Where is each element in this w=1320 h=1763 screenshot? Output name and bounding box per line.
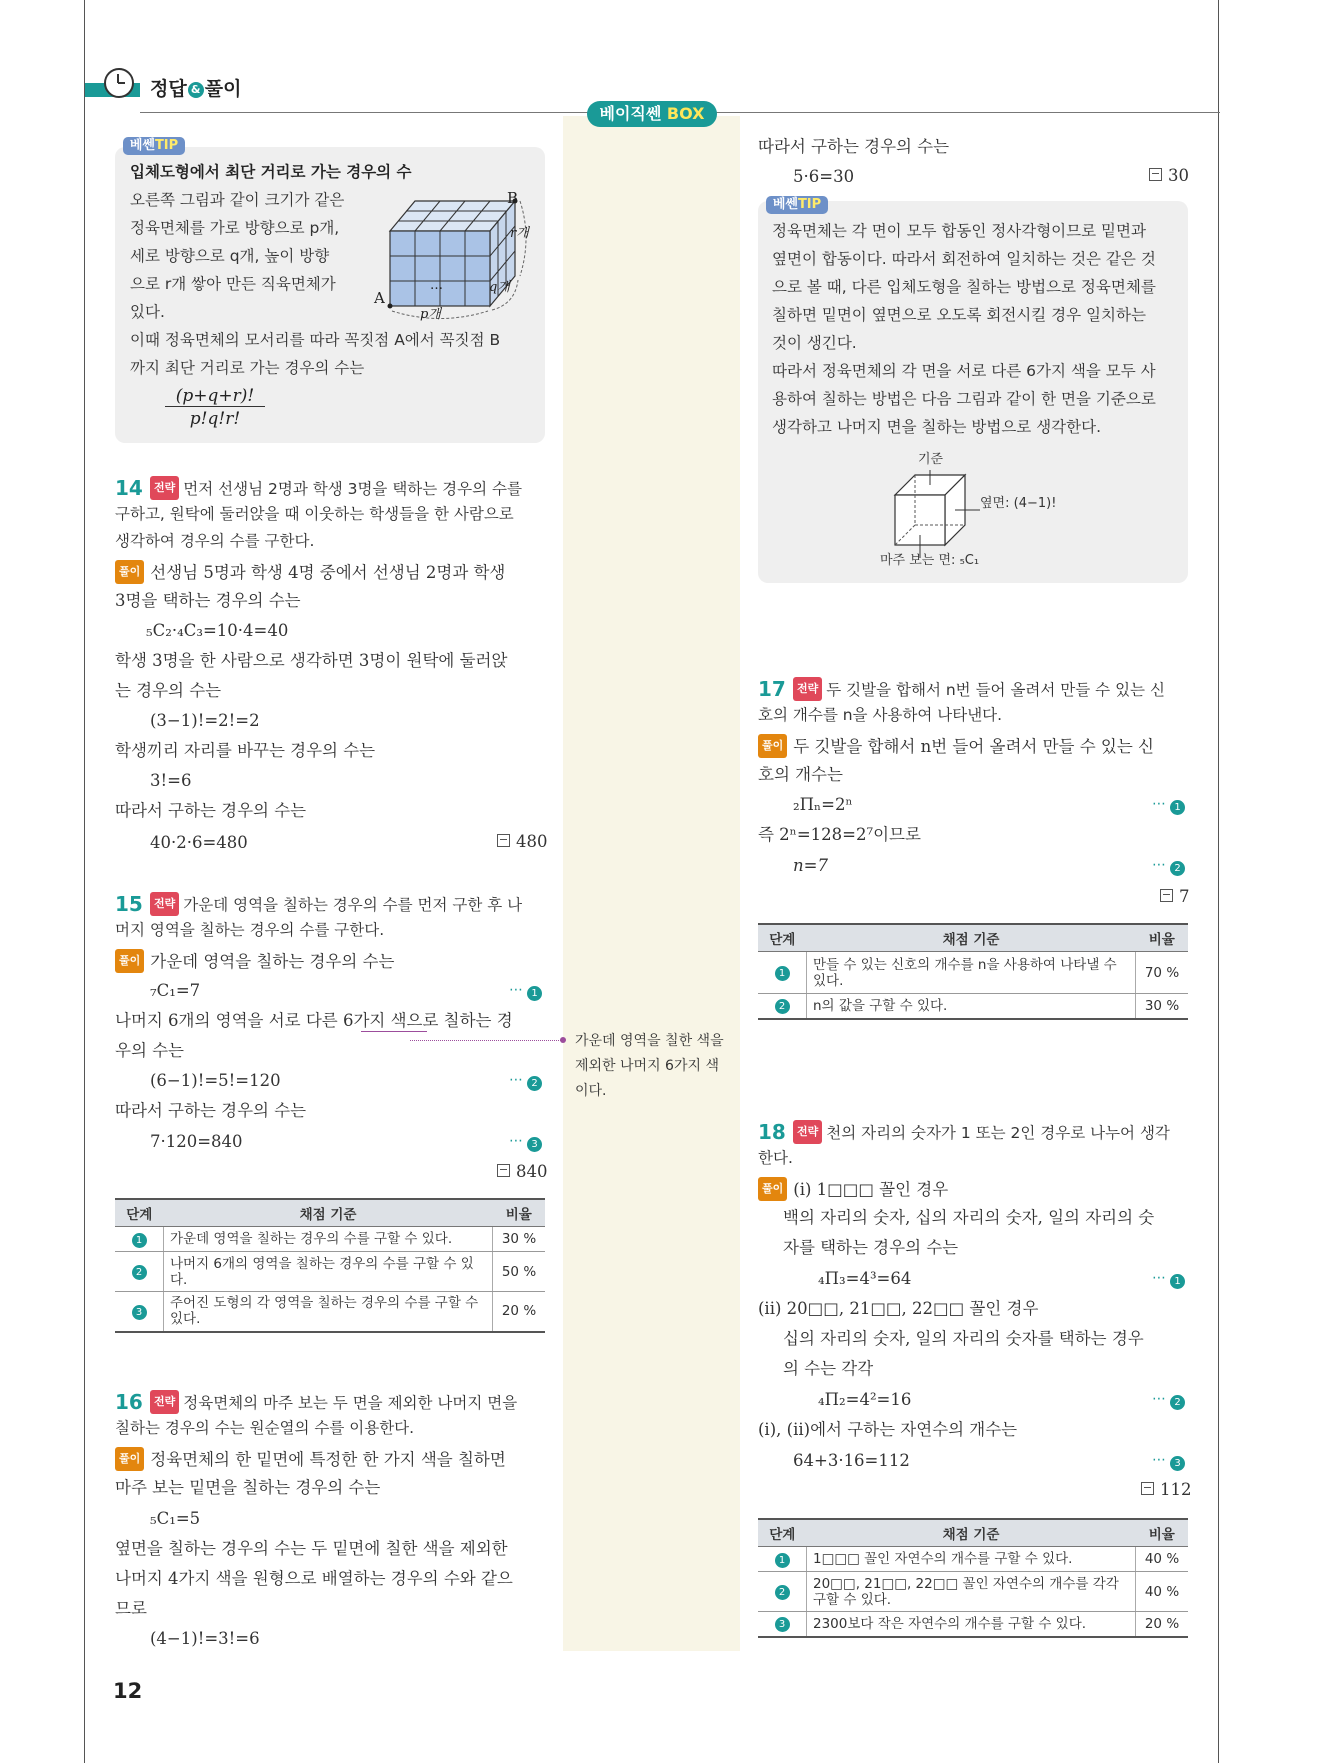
step-number: 2 [775,1585,790,1600]
table-row [758,1572,1188,1612]
solution-line: 나머지 6개의 영역을 서로 다른 6가지 색으로 칠하는 경 [115,1011,513,1030]
math-line: (6−1)!=5!=120 [150,1071,281,1090]
tip-line: 생각하고 나머지 면을 칠하는 방법으로 생각한다. [772,418,1102,436]
cube-label-side: 옆면: (4−1)! [980,496,1057,511]
strategy-text: 두 깃발을 합해서 n번 들어 올려서 만들 수 있는 신 [826,681,1165,699]
table-row [758,1547,1188,1572]
basic-box-column [563,116,740,1651]
criterion: 만들 수 있는 신호의 개수를 n을 사용하여 나타낼 수 있다. [807,952,1136,994]
strategy-line [789,677,1165,701]
solution-line: (ii) 20□□, 21□□, 22□□ 꼴인 경우 [758,1299,1039,1318]
answer-icon [1160,889,1173,902]
tip-label [766,196,828,214]
step-dots: ⋯ [509,1133,523,1149]
problem-number: 14 [115,476,143,500]
solution-line: 의 수는 각각 [783,1359,874,1378]
answer-value: 480 [516,832,548,851]
math-line: ₇C₁=7 [150,981,201,1000]
math-line: ₅C₂·₄C₃=10·4=40 [146,621,289,640]
criterion: 2300보다 작은 자연수의 개수를 구할 수 있다. [807,1612,1136,1637]
grading-table [115,1198,545,1333]
step-marker [1152,857,1185,876]
fig-label-q: q개 [489,280,510,295]
solution-line: 마주 보는 밑면을 칠하는 경우의 수는 [115,1478,381,1497]
solution-line [115,949,394,973]
table-header: 비율 [493,1199,546,1227]
solution-text: 정육면체의 한 밑면에 특정한 한 가지 색을 칠하면 [150,1450,506,1469]
strategy-line: 구하고, 원탁에 둘러앉을 때 이웃하는 학생들을 한 사람으로 [115,505,514,523]
step-number: 1 [1170,800,1185,815]
answer [1141,1480,1192,1499]
solution-text: (i) 1□□□ 꼴인 경우 [793,1180,949,1199]
fig-label-dots: … [430,278,443,293]
step-marker [1152,796,1185,815]
step-number: 2 [1170,861,1185,876]
math-line: n=7 [793,856,828,875]
answer-icon [497,834,510,847]
solution-line: 학생 3명을 한 사람으로 생각하면 3명이 원탁에 둘러앉 [115,651,508,670]
tip-label [123,137,185,155]
step-marker [509,1072,542,1091]
solution-line [115,560,505,584]
margin-note-line: 이다. [575,1083,607,1099]
math-line: 5·6=30 [793,167,855,186]
strategy-badge: 전략 [150,476,179,500]
problem-number: 15 [115,892,143,916]
math-line: ₄Π₃=4³=64 [818,1269,912,1288]
solution-line: 따라서 구하는 경우의 수는 [758,137,950,156]
solution-line: 따라서 구하는 경우의 수는 [115,801,307,820]
cube-label-bottom: 마주 보는 면: ₅C₁ [880,553,980,568]
strategy-text: 먼저 선생님 2명과 학생 3명을 택하는 경우의 수를 [183,480,522,498]
header-title-amp: & [188,82,204,98]
strategy-text: 천의 자리의 숫자가 1 또는 2인 경우로 나누어 생각 [826,1124,1170,1142]
ratio: 50 % [493,1252,546,1292]
step-number: 2 [775,999,790,1014]
fig-label-b: B [507,189,519,207]
solution-line: (i), (ii)에서 구하는 자연수의 개수는 [758,1420,1018,1439]
criterion: n의 값을 구할 수 있다. [807,994,1136,1019]
fig-label-a: A [374,289,385,307]
table-header: 비율 [1136,1519,1189,1547]
tip-line: 옆면이 합동이다. 따라서 회전하여 일치하는 것은 같은 것 [772,250,1156,268]
answer-value: 112 [1160,1480,1192,1499]
math-line: ₂Πₙ=2ⁿ [793,795,853,814]
tip-line: 정육면체를 가로 방향으로 p개, [130,219,340,237]
tip-line: 칠하면 밑면이 옆면으로 오도록 회전시킬 경우 일치하는 [772,306,1146,324]
step-number: 3 [132,1305,147,1320]
strategy-line [146,476,522,500]
annotation-leader [410,1040,563,1041]
left-page-border [84,0,85,1763]
problem-number: 18 [758,1120,786,1144]
problem-number: 16 [115,1390,143,1414]
criterion: 나머지 6개의 영역을 칠하는 경우의 수를 구할 수 있다. [164,1252,493,1292]
page-number: 12 [113,1679,143,1703]
margin-note-line: 제외한 나머지 6가지 색 [575,1058,719,1074]
box-tag-a: 베이직쎈 [599,104,662,123]
criterion: 가운데 영역을 칠하는 경우의 수를 구할 수 있다. [164,1227,493,1252]
solution-line: 즉 2ⁿ=128=2⁷이므로 [758,825,921,844]
tip-label-a: 베쎈 [129,138,155,153]
table-header: 단계 [758,1519,807,1547]
math-line: (3−1)!=2!=2 [150,711,260,730]
solution-line: 므로 [115,1599,147,1618]
ratio: 20 % [1136,1612,1189,1637]
table-header: 단계 [758,924,807,952]
solution-line: 는 경우의 수는 [115,681,222,700]
step-number: 1 [132,1233,147,1248]
basic-box-tag [587,101,717,127]
annotation-underline [361,1031,427,1032]
step-dots: ⋯ [1152,796,1166,812]
math-line: 40·2·6=480 [150,833,248,852]
strategy-line: 생각하여 경우의 수를 구한다. [115,532,315,550]
step-number: 1 [775,1553,790,1568]
margin-note-dot [560,1037,566,1043]
math-line: (4−1)!=3!=6 [150,1629,260,1648]
page-header-title [150,74,241,101]
cube-label-top: 기준 [918,452,944,467]
answer-value: 30 [1168,166,1189,185]
ratio: 20 % [493,1292,546,1332]
strategy-line: 한다. [758,1149,793,1167]
solution-line: 십의 자리의 숫자, 일의 자리의 숫자를 택하는 경우 [783,1329,1144,1348]
margin-note-line: 가운데 영역을 칠한 색을 [575,1033,724,1049]
step-marker [1152,1270,1185,1289]
step-marker [1152,1452,1185,1471]
table-row [758,994,1188,1019]
math-line: ₄Π₂=4²=16 [818,1390,912,1409]
ratio: 30 % [1136,994,1189,1019]
ratio: 30 % [493,1227,546,1252]
right-page-border [1218,0,1219,1763]
tip-line: 따라서 정육면체의 각 면을 서로 다른 6가지 색을 모두 사 [772,362,1156,380]
answer [1160,887,1190,906]
cube-figure [885,470,1005,560]
step-dots: ⋯ [1152,857,1166,873]
alarm-clock-icon [104,68,134,98]
tip-line: 정육면체는 각 면이 모두 합동인 정사각형이므로 밑면과 [772,222,1146,240]
solution-badge: 풀이 [115,560,144,584]
tip-line: 것이 생긴다. [772,334,857,352]
tip-label-b: TIP [154,138,179,153]
solution-line: 따라서 구하는 경우의 수는 [115,1101,307,1120]
step-number: 2 [527,1076,542,1091]
strategy-badge: 전략 [150,892,179,916]
tip-formula-denominator: p!q!r! [189,409,241,429]
solution-line: 옆면을 칠하는 경우의 수는 두 밑면에 칠한 색을 제외한 [115,1539,508,1558]
criterion: 주어진 도형의 각 영역을 칠하는 경우의 수를 구할 수 있다. [164,1292,493,1332]
tip-line: 으로 r개 쌓아 만든 직육면체가 [130,275,336,293]
criterion: 20□□, 21□□, 22□□ 꼴인 자연수의 개수를 각각 구할 수 있다. [807,1572,1136,1612]
step-number: 1 [527,986,542,1001]
step-number: 3 [1170,1456,1185,1471]
strategy-text: 정육면체의 마주 보는 두 면을 제외한 나머지 면을 [183,1394,518,1412]
ratio: 40 % [1136,1547,1189,1572]
math-line: 64+3·16=112 [793,1451,910,1470]
step-number: 2 [1170,1395,1185,1410]
answer-icon [1149,168,1162,181]
table-row [115,1227,545,1252]
tip-line: 으로 볼 때, 다른 입체도형을 칠하는 방법으로 정육면체를 [772,278,1156,296]
step-marker [509,1133,542,1152]
solution-line [758,1177,948,1201]
solution-line [115,1447,506,1471]
step-dots: ⋯ [509,1072,523,1088]
solution-badge: 풀이 [758,734,787,758]
answer-value: 840 [516,1162,548,1181]
step-marker [1152,1391,1185,1410]
step-dots: ⋯ [509,982,523,998]
strategy-line [146,892,522,916]
solution-badge: 풀이 [115,949,144,973]
answer [1149,166,1189,185]
tip-line: 있다. [130,303,165,321]
table-row [758,1612,1188,1637]
step-number: 2 [132,1265,147,1280]
answer [497,832,548,851]
table-header: 채점 기준 [807,1519,1136,1547]
math-line: 3!=6 [150,771,192,790]
table-header: 채점 기준 [807,924,1136,952]
tip-label-a: 베쎈 [772,197,798,212]
solution-line [758,734,1154,758]
box-tag-b: BOX [666,104,705,123]
table-header: 단계 [115,1199,164,1227]
answer-value: 7 [1179,887,1190,906]
strategy-badge: 전략 [150,1390,179,1414]
step-dots: ⋯ [1152,1452,1166,1468]
solution-line: 호의 개수는 [758,765,843,784]
step-number: 3 [775,1617,790,1632]
solution-line: 백의 자리의 숫자, 십의 자리의 숫자, 일의 자리의 숫 [783,1208,1155,1227]
step-number: 3 [527,1137,542,1152]
strategy-line: 호의 개수를 n을 사용하여 나타낸다. [758,706,1003,724]
solution-line: 3명을 택하는 경우의 수는 [115,591,301,610]
step-dots: ⋯ [1152,1270,1166,1286]
grading-table [758,1518,1188,1638]
solution-text: 가운데 영역을 칠하는 경우의 수는 [150,952,395,971]
strategy-text: 가운데 영역을 칠하는 경우의 수를 먼저 구한 후 나 [183,896,523,914]
criterion: 1□□□ 꼴인 자연수의 개수를 구할 수 있다. [807,1547,1136,1572]
solution-badge: 풀이 [115,1447,144,1471]
tip-line: 오른쪽 그림과 같이 크기가 같은 [130,191,345,209]
strategy-line [146,1390,517,1414]
table-row [115,1252,545,1292]
solution-line: 학생끼리 자리를 바꾸는 경우의 수는 [115,741,376,760]
tip-heading: 입체도형에서 최단 거리로 가는 경우의 수 [130,163,412,181]
tip-label-b: TIP [797,197,822,212]
step-number: 1 [775,966,790,981]
answer-icon [497,1164,510,1177]
solution-badge: 풀이 [758,1177,787,1201]
answer-icon [1141,1482,1154,1495]
answer [497,1162,548,1181]
ratio: 70 % [1136,952,1189,994]
grading-table [758,923,1188,1020]
header-title-right: 풀이 [204,78,242,100]
fig-label-r: r개 [510,226,529,241]
tip-line: 까지 최단 거리로 가는 경우의 수는 [130,359,365,377]
header-title-left: 정답 [150,78,187,100]
tip-line: 세로 방향으로 q개, 높이 방향 [130,247,330,265]
strategy-line: 머지 영역을 칠하는 경우의 수를 구한다. [115,921,385,939]
strategy-line [789,1120,1170,1144]
tip-line: 이때 정육면체의 모서리를 따라 꼭짓점 A에서 꼭짓점 B [130,331,501,349]
solution-line: 나머지 4가지 색을 원형으로 배열하는 경우의 수와 같으 [115,1569,513,1588]
strategy-line: 칠하는 경우의 수는 원순열의 수를 이용한다. [115,1419,415,1437]
ratio: 40 % [1136,1572,1189,1612]
math-line: 7·120=840 [150,1132,243,1151]
step-dots: ⋯ [1152,1391,1166,1407]
table-row [115,1292,545,1332]
fig-label-p: p개 [420,307,441,322]
solution-line: 자를 택하는 경우의 수는 [783,1238,959,1257]
tip-formula-numerator: (p+q+r)! [165,386,265,407]
solution-text: 선생님 5명과 학생 4명 중에서 선생님 2명과 학생 [150,563,506,582]
table-header: 채점 기준 [164,1199,493,1227]
step-number: 1 [1170,1274,1185,1289]
problem-number: 17 [758,677,786,701]
tip-line: 용하여 칠하는 방법은 다음 그림과 같이 한 면을 기준으로 [772,390,1156,408]
step-marker [509,982,542,1001]
table-row [758,952,1188,994]
strategy-badge: 전략 [793,1120,822,1144]
math-line: ₅C₁=5 [150,1509,201,1528]
solution-text: 두 깃발을 합해서 n번 들어 올려서 만들 수 있는 신 [793,737,1154,756]
solution-line: 우의 수는 [115,1041,185,1060]
table-header: 비율 [1136,924,1189,952]
strategy-badge: 전략 [793,677,822,701]
